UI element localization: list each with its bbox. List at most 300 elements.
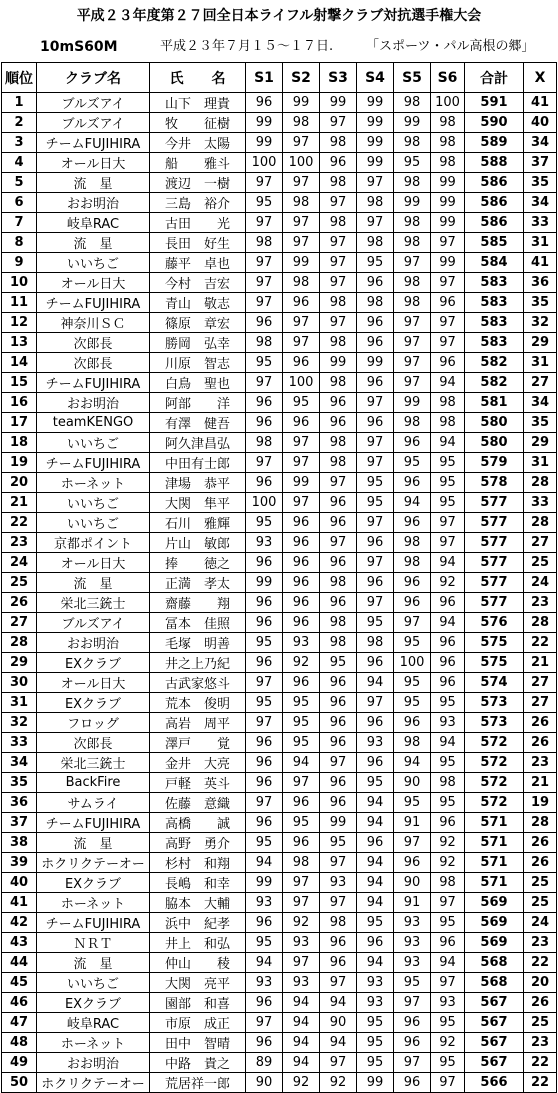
series-score-cell: 96 bbox=[320, 773, 357, 793]
col-header-s5: S5 bbox=[394, 63, 431, 93]
series-score-cell: 95 bbox=[246, 693, 283, 713]
series-score-cell: 95 bbox=[431, 453, 465, 473]
results-body bbox=[2, 93, 557, 1093]
series-score-cell: 98 bbox=[320, 633, 357, 653]
series-score-cell: 94 bbox=[320, 993, 357, 1013]
series-score-cell: 92 bbox=[320, 1073, 357, 1093]
table-row bbox=[2, 513, 557, 533]
series-score-cell: 98 bbox=[394, 293, 431, 313]
rank-cell: 50 bbox=[2, 1073, 37, 1093]
series-score-cell: 97 bbox=[394, 833, 431, 853]
series-score-cell: 96 bbox=[394, 573, 431, 593]
rank-cell: 26 bbox=[2, 593, 37, 613]
x-count-cell: 31 bbox=[524, 233, 557, 253]
series-score-cell: 93 bbox=[394, 913, 431, 933]
club-cell: 流 星 bbox=[37, 173, 150, 193]
x-count-cell: 25 bbox=[524, 893, 557, 913]
series-score-cell: 96 bbox=[394, 593, 431, 613]
series-score-cell: 90 bbox=[394, 773, 431, 793]
table-row bbox=[2, 533, 557, 553]
rank-cell: 15 bbox=[2, 373, 37, 393]
series-score-cell: 89 bbox=[246, 1053, 283, 1073]
series-score-cell: 98 bbox=[431, 393, 465, 413]
table-row bbox=[2, 93, 557, 113]
series-score-cell: 97 bbox=[357, 433, 394, 453]
series-score-cell: 96 bbox=[246, 413, 283, 433]
rank-cell: 21 bbox=[2, 493, 37, 513]
total-cell: 577 bbox=[465, 593, 524, 613]
name-cell: 大関 隼平 bbox=[150, 493, 246, 513]
table-row bbox=[2, 273, 557, 293]
series-score-cell: 94 bbox=[357, 873, 394, 893]
series-score-cell: 94 bbox=[357, 673, 394, 693]
series-score-cell: 94 bbox=[394, 753, 431, 773]
x-count-cell: 28 bbox=[524, 473, 557, 493]
series-score-cell: 95 bbox=[394, 973, 431, 993]
series-score-cell: 98 bbox=[431, 153, 465, 173]
series-score-cell: 96 bbox=[357, 833, 394, 853]
series-score-cell: 98 bbox=[431, 873, 465, 893]
series-score-cell: 99 bbox=[357, 1073, 394, 1093]
table-row bbox=[2, 773, 557, 793]
series-score-cell: 97 bbox=[431, 273, 465, 293]
series-score-cell: 95 bbox=[283, 693, 320, 713]
series-score-cell: 96 bbox=[394, 713, 431, 733]
table-row bbox=[2, 653, 557, 673]
table-row bbox=[2, 1013, 557, 1033]
total-cell: 571 bbox=[465, 853, 524, 873]
series-score-cell: 90 bbox=[246, 1073, 283, 1093]
series-score-cell: 95 bbox=[394, 453, 431, 473]
series-score-cell: 95 bbox=[246, 193, 283, 213]
series-score-cell: 95 bbox=[357, 613, 394, 633]
name-cell: 篠原 章宏 bbox=[150, 313, 246, 333]
series-score-cell: 96 bbox=[357, 933, 394, 953]
series-score-cell: 96 bbox=[246, 93, 283, 113]
series-score-cell: 95 bbox=[394, 693, 431, 713]
series-score-cell: 96 bbox=[394, 513, 431, 533]
series-score-cell: 97 bbox=[283, 953, 320, 973]
rank-cell: 32 bbox=[2, 713, 37, 733]
name-cell: 中路 貴之 bbox=[150, 1053, 246, 1073]
total-cell: 588 bbox=[465, 153, 524, 173]
rank-cell: 31 bbox=[2, 693, 37, 713]
club-cell: 流 星 bbox=[37, 233, 150, 253]
name-cell: 荒本 俊明 bbox=[150, 693, 246, 713]
x-count-cell: 24 bbox=[524, 913, 557, 933]
series-score-cell: 96 bbox=[246, 393, 283, 413]
series-score-cell: 97 bbox=[320, 273, 357, 293]
series-score-cell: 97 bbox=[320, 533, 357, 553]
series-score-cell: 96 bbox=[246, 593, 283, 613]
rank-cell: 43 bbox=[2, 933, 37, 953]
series-score-cell: 96 bbox=[246, 813, 283, 833]
series-score-cell: 97 bbox=[394, 373, 431, 393]
series-score-cell: 97 bbox=[394, 333, 431, 353]
rank-cell: 39 bbox=[2, 853, 37, 873]
series-score-cell: 97 bbox=[394, 313, 431, 333]
series-score-cell: 96 bbox=[394, 433, 431, 453]
series-score-cell: 96 bbox=[431, 593, 465, 613]
x-count-cell: 31 bbox=[524, 453, 557, 473]
col-header-s2: S2 bbox=[283, 63, 320, 93]
rank-cell: 34 bbox=[2, 753, 37, 773]
x-count-cell: 33 bbox=[524, 213, 557, 233]
series-score-cell: 95 bbox=[394, 793, 431, 813]
series-score-cell: 97 bbox=[246, 713, 283, 733]
x-count-cell: 35 bbox=[524, 173, 557, 193]
series-score-cell: 98 bbox=[431, 113, 465, 133]
rank-cell: 14 bbox=[2, 353, 37, 373]
table-row bbox=[2, 233, 557, 253]
series-score-cell: 95 bbox=[283, 733, 320, 753]
series-score-cell: 96 bbox=[357, 413, 394, 433]
series-score-cell: 97 bbox=[431, 233, 465, 253]
series-score-cell: 94 bbox=[431, 373, 465, 393]
col-header-s3: S3 bbox=[320, 63, 357, 93]
series-score-cell: 98 bbox=[320, 453, 357, 473]
series-score-cell: 94 bbox=[357, 813, 394, 833]
name-cell: 阿久津昌弘 bbox=[150, 433, 246, 453]
total-cell: 571 bbox=[465, 833, 524, 853]
series-score-cell: 97 bbox=[320, 193, 357, 213]
series-score-cell: 95 bbox=[357, 473, 394, 493]
series-score-cell: 98 bbox=[320, 293, 357, 313]
series-score-cell: 98 bbox=[320, 373, 357, 393]
series-score-cell: 93 bbox=[283, 973, 320, 993]
series-score-cell: 95 bbox=[283, 393, 320, 413]
club-cell: いいちご bbox=[37, 973, 150, 993]
name-cell: 古武家悠斗 bbox=[150, 673, 246, 693]
club-cell: おお明治 bbox=[37, 193, 150, 213]
table-row bbox=[2, 153, 557, 173]
series-score-cell: 95 bbox=[394, 633, 431, 653]
series-score-cell: 97 bbox=[283, 493, 320, 513]
club-cell: EXクラブ bbox=[37, 693, 150, 713]
series-score-cell: 92 bbox=[431, 853, 465, 873]
series-score-cell: 99 bbox=[357, 113, 394, 133]
series-score-cell: 99 bbox=[431, 193, 465, 213]
total-cell: 589 bbox=[465, 133, 524, 153]
total-cell: 576 bbox=[465, 613, 524, 633]
series-score-cell: 93 bbox=[283, 633, 320, 653]
table-row bbox=[2, 573, 557, 593]
name-cell: 井上 和弘 bbox=[150, 933, 246, 953]
club-cell: チームFUJIHIRA bbox=[37, 453, 150, 473]
series-score-cell: 99 bbox=[357, 353, 394, 373]
total-cell: 577 bbox=[465, 493, 524, 513]
x-count-cell: 22 bbox=[524, 953, 557, 973]
name-cell: 中田有士郎 bbox=[150, 453, 246, 473]
club-cell: ホーネット bbox=[37, 473, 150, 493]
series-score-cell: 96 bbox=[357, 713, 394, 733]
rank-cell: 36 bbox=[2, 793, 37, 813]
total-cell: 572 bbox=[465, 733, 524, 753]
x-count-cell: 41 bbox=[524, 93, 557, 113]
x-count-cell: 27 bbox=[524, 533, 557, 553]
series-score-cell: 97 bbox=[320, 313, 357, 333]
name-cell: 仲山 稜 bbox=[150, 953, 246, 973]
event-date: 平成２３年７月１５～１７日. bbox=[160, 39, 334, 54]
x-count-cell: 21 bbox=[524, 773, 557, 793]
name-cell: 片山 敏郎 bbox=[150, 533, 246, 553]
series-score-cell: 95 bbox=[246, 833, 283, 853]
series-score-cell: 92 bbox=[431, 1033, 465, 1053]
table-row bbox=[2, 493, 557, 513]
series-score-cell: 94 bbox=[283, 1013, 320, 1033]
table-row bbox=[2, 633, 557, 653]
rank-cell: 49 bbox=[2, 1053, 37, 1073]
series-score-cell: 94 bbox=[431, 613, 465, 633]
col-header-x: X bbox=[524, 63, 557, 93]
name-cell: 船 雅斗 bbox=[150, 153, 246, 173]
series-score-cell: 98 bbox=[283, 273, 320, 293]
series-score-cell: 97 bbox=[431, 333, 465, 353]
table-row bbox=[2, 1053, 557, 1073]
series-score-cell: 98 bbox=[394, 173, 431, 193]
rank-cell: 22 bbox=[2, 513, 37, 533]
rank-cell: 37 bbox=[2, 813, 37, 833]
table-row bbox=[2, 933, 557, 953]
series-score-cell: 96 bbox=[320, 933, 357, 953]
series-score-cell: 97 bbox=[320, 233, 357, 253]
name-cell: 長嶋 和幸 bbox=[150, 873, 246, 893]
series-score-cell: 95 bbox=[246, 933, 283, 953]
total-cell: 572 bbox=[465, 773, 524, 793]
series-score-cell: 96 bbox=[246, 733, 283, 753]
club-cell: フロッグ bbox=[37, 713, 150, 733]
total-cell: 583 bbox=[465, 333, 524, 353]
series-score-cell: 97 bbox=[320, 853, 357, 873]
series-score-cell: 94 bbox=[357, 953, 394, 973]
club-cell: 流 星 bbox=[37, 833, 150, 853]
series-score-cell: 95 bbox=[283, 713, 320, 733]
series-score-cell: 93 bbox=[431, 993, 465, 1013]
series-score-cell: 96 bbox=[246, 313, 283, 333]
col-header-s1: S1 bbox=[246, 63, 283, 93]
total-cell: 571 bbox=[465, 813, 524, 833]
x-count-cell: 24 bbox=[524, 573, 557, 593]
series-score-cell: 93 bbox=[246, 533, 283, 553]
series-score-cell: 93 bbox=[283, 933, 320, 953]
table-row bbox=[2, 333, 557, 353]
series-score-cell: 97 bbox=[431, 533, 465, 553]
series-score-cell: 96 bbox=[320, 733, 357, 753]
rank-cell: 11 bbox=[2, 293, 37, 313]
rank-cell: 40 bbox=[2, 873, 37, 893]
series-score-cell: 94 bbox=[431, 953, 465, 973]
series-score-cell: 96 bbox=[320, 413, 357, 433]
x-count-cell: 29 bbox=[524, 333, 557, 353]
total-cell: 567 bbox=[465, 1053, 524, 1073]
table-row bbox=[2, 193, 557, 213]
series-score-cell: 98 bbox=[357, 233, 394, 253]
x-count-cell: 29 bbox=[524, 433, 557, 453]
total-cell: 567 bbox=[465, 1033, 524, 1053]
name-cell: 阿部 洋 bbox=[150, 393, 246, 413]
series-score-cell: 97 bbox=[283, 433, 320, 453]
total-cell: 577 bbox=[465, 513, 524, 533]
club-cell: おお明治 bbox=[37, 393, 150, 413]
series-score-cell: 97 bbox=[357, 693, 394, 713]
x-count-cell: 22 bbox=[524, 1073, 557, 1093]
series-score-cell: 98 bbox=[394, 93, 431, 113]
series-score-cell: 94 bbox=[246, 853, 283, 873]
series-score-cell: 98 bbox=[320, 573, 357, 593]
club-cell: チームFUJIHIRA bbox=[37, 913, 150, 933]
x-count-cell: 26 bbox=[524, 713, 557, 733]
club-cell: 栄北三銃士 bbox=[37, 753, 150, 773]
rank-cell: 45 bbox=[2, 973, 37, 993]
series-score-cell: 97 bbox=[246, 173, 283, 193]
series-score-cell: 93 bbox=[357, 733, 394, 753]
table-row bbox=[2, 173, 557, 193]
series-score-cell: 97 bbox=[246, 253, 283, 273]
total-cell: 590 bbox=[465, 113, 524, 133]
series-score-cell: 96 bbox=[283, 673, 320, 693]
series-score-cell: 98 bbox=[320, 613, 357, 633]
series-score-cell: 96 bbox=[320, 513, 357, 533]
series-score-cell: 97 bbox=[283, 333, 320, 353]
series-score-cell: 90 bbox=[320, 1013, 357, 1033]
rank-cell: 25 bbox=[2, 573, 37, 593]
series-score-cell: 97 bbox=[357, 453, 394, 473]
table-row bbox=[2, 873, 557, 893]
series-score-cell: 100 bbox=[283, 373, 320, 393]
table-row bbox=[2, 393, 557, 413]
table-row bbox=[2, 733, 557, 753]
table-row bbox=[2, 673, 557, 693]
series-score-cell: 96 bbox=[246, 613, 283, 633]
series-score-cell: 99 bbox=[357, 153, 394, 173]
series-score-cell: 95 bbox=[246, 513, 283, 533]
name-cell: 三島 裕介 bbox=[150, 193, 246, 213]
series-score-cell: 96 bbox=[357, 573, 394, 593]
series-score-cell: 96 bbox=[431, 633, 465, 653]
series-score-cell: 94 bbox=[357, 853, 394, 873]
table-row bbox=[2, 833, 557, 853]
total-cell: 580 bbox=[465, 433, 524, 453]
series-score-cell: 97 bbox=[320, 753, 357, 773]
series-score-cell: 96 bbox=[320, 553, 357, 573]
club-cell: 次郎長 bbox=[37, 733, 150, 753]
name-cell: 毛塚 明善 bbox=[150, 633, 246, 653]
series-score-cell: 97 bbox=[320, 113, 357, 133]
series-score-cell: 99 bbox=[320, 93, 357, 113]
rank-cell: 20 bbox=[2, 473, 37, 493]
table-row bbox=[2, 433, 557, 453]
club-cell: teamKENGO bbox=[37, 413, 150, 433]
table-row bbox=[2, 953, 557, 973]
series-score-cell: 96 bbox=[394, 473, 431, 493]
series-score-cell: 94 bbox=[431, 733, 465, 753]
name-cell: 捧 徳之 bbox=[150, 553, 246, 573]
series-score-cell: 97 bbox=[246, 673, 283, 693]
series-score-cell: 98 bbox=[394, 213, 431, 233]
series-score-cell: 98 bbox=[357, 633, 394, 653]
series-score-cell: 97 bbox=[320, 473, 357, 493]
x-count-cell: 25 bbox=[524, 873, 557, 893]
name-cell: 藤平 卓也 bbox=[150, 253, 246, 273]
event-venue: 「スポーツ・パル高根の郷」 bbox=[366, 39, 535, 54]
series-score-cell: 99 bbox=[246, 873, 283, 893]
table-row bbox=[2, 353, 557, 373]
name-cell: 正満 孝太 bbox=[150, 573, 246, 593]
series-score-cell: 98 bbox=[394, 533, 431, 553]
series-score-cell: 99 bbox=[431, 253, 465, 273]
club-cell: オール日大 bbox=[37, 153, 150, 173]
series-score-cell: 96 bbox=[431, 673, 465, 693]
rank-cell: 46 bbox=[2, 993, 37, 1013]
total-cell: 566 bbox=[465, 1073, 524, 1093]
series-score-cell: 97 bbox=[283, 453, 320, 473]
series-score-cell: 92 bbox=[431, 573, 465, 593]
club-cell: いいちご bbox=[37, 253, 150, 273]
series-score-cell: 95 bbox=[357, 253, 394, 273]
club-cell: チームFUJIHIRA bbox=[37, 813, 150, 833]
series-score-cell: 96 bbox=[283, 573, 320, 593]
name-cell: 杉村 和翔 bbox=[150, 853, 246, 873]
total-cell: 575 bbox=[465, 653, 524, 673]
series-score-cell: 97 bbox=[394, 1053, 431, 1073]
x-count-cell: 34 bbox=[524, 133, 557, 153]
x-count-cell: 35 bbox=[524, 293, 557, 313]
rank-cell: 9 bbox=[2, 253, 37, 273]
total-cell: 578 bbox=[465, 473, 524, 493]
x-count-cell: 41 bbox=[524, 253, 557, 273]
series-score-cell: 91 bbox=[394, 893, 431, 913]
x-count-cell: 25 bbox=[524, 553, 557, 573]
club-cell: ホーネット bbox=[37, 1033, 150, 1053]
total-cell: 573 bbox=[465, 693, 524, 713]
series-score-cell: 93 bbox=[431, 713, 465, 733]
series-score-cell: 95 bbox=[283, 813, 320, 833]
series-score-cell: 96 bbox=[431, 933, 465, 953]
series-score-cell: 96 bbox=[431, 813, 465, 833]
series-score-cell: 96 bbox=[357, 313, 394, 333]
name-cell: 高岩 周平 bbox=[150, 713, 246, 733]
event-info bbox=[0, 32, 558, 62]
series-score-cell: 95 bbox=[431, 493, 465, 513]
series-score-cell: 97 bbox=[357, 593, 394, 613]
table-row bbox=[2, 313, 557, 333]
series-score-cell: 95 bbox=[431, 1013, 465, 1033]
series-score-cell: 96 bbox=[357, 753, 394, 773]
series-score-cell: 93 bbox=[320, 873, 357, 893]
club-cell: EXクラブ bbox=[37, 993, 150, 1013]
x-count-cell: 37 bbox=[524, 153, 557, 173]
series-score-cell: 94 bbox=[320, 1033, 357, 1053]
series-score-cell: 98 bbox=[431, 133, 465, 153]
series-score-cell: 94 bbox=[357, 893, 394, 913]
x-count-cell: 23 bbox=[524, 1033, 557, 1053]
rank-cell: 13 bbox=[2, 333, 37, 353]
series-score-cell: 98 bbox=[394, 273, 431, 293]
series-score-cell: 97 bbox=[246, 273, 283, 293]
series-score-cell: 95 bbox=[431, 1053, 465, 1073]
total-cell: 577 bbox=[465, 553, 524, 573]
series-score-cell: 96 bbox=[431, 353, 465, 373]
series-score-cell: 96 bbox=[246, 553, 283, 573]
table-row bbox=[2, 113, 557, 133]
total-cell: 582 bbox=[465, 353, 524, 373]
rank-cell: 6 bbox=[2, 193, 37, 213]
total-cell: 569 bbox=[465, 933, 524, 953]
series-score-cell: 96 bbox=[246, 913, 283, 933]
series-score-cell: 96 bbox=[320, 673, 357, 693]
table-row bbox=[2, 993, 557, 1013]
total-cell: 575 bbox=[465, 633, 524, 653]
